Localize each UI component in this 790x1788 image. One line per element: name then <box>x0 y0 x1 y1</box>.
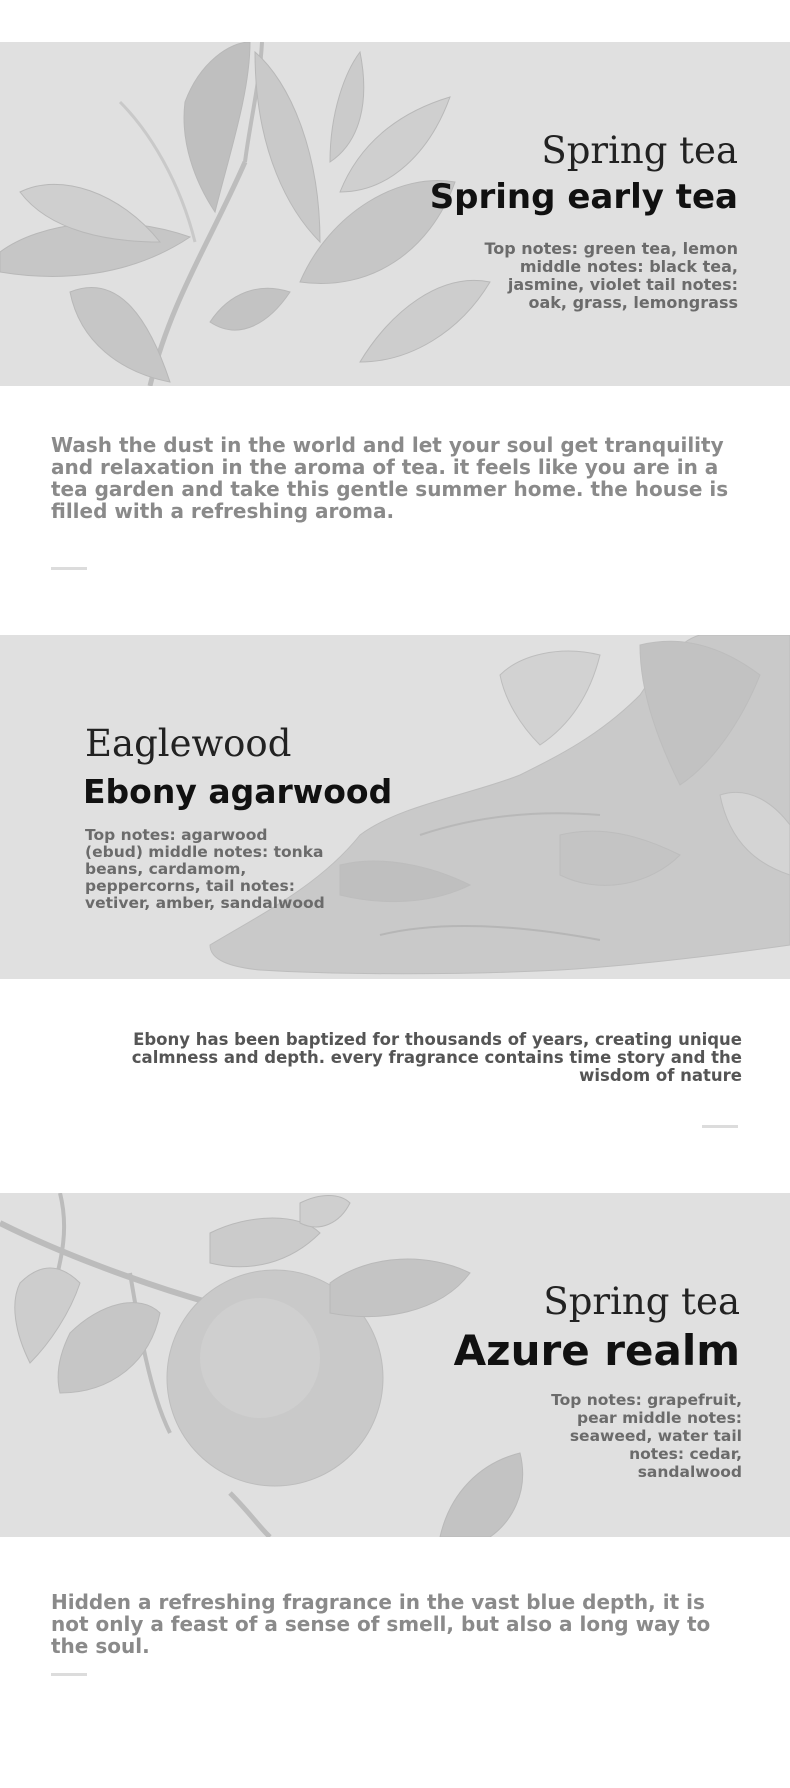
product-description: Ebony has been baptized for thousands of years, creating unique calmness and depth. every fragrance contains time story and the wisdom of nature <box>131 1030 742 1085</box>
product-name: Azure realm <box>453 1326 740 1375</box>
product-name: Ebony agarwood <box>83 772 393 811</box>
azure-realm-banner <box>0 1193 790 1537</box>
product-description: Wash the dust in the world and let your soul get tranquility and relaxation in the aroma of tea. it feels like you are in a tea garden and take this gentle summer home. the house is filled with a refreshing aroma. <box>51 433 729 523</box>
fragrance-notes: Top notes: grapefruit, pear middle notes: seaweed, water tail notes: cedar, sandalwood <box>551 1391 742 1481</box>
fragrance-notes: Top notes: green tea, lemon middle notes: black tea, jasmine, violet tail notes: oak, grass, lemongrass <box>484 239 738 312</box>
spring-early-tea-banner <box>0 42 790 386</box>
ebony-agarwood-banner <box>0 635 790 979</box>
divider <box>51 567 87 570</box>
divider <box>702 1125 738 1128</box>
category-title: Spring tea <box>541 129 738 172</box>
divider <box>51 1673 87 1676</box>
category-title: Spring tea <box>543 1280 740 1323</box>
fragrance-notes: Top notes: agarwood (ebud) middle notes: tonka beans, cardamom, peppercorns, tail notes: vetiver, amber, sandalwood <box>85 826 325 912</box>
product-description: Hidden a refreshing fragrance in the vast blue depth, it is not only a feast of a sense of smell, but also a long way to the soul. <box>51 1590 711 1658</box>
product-name: Spring early tea <box>429 177 738 217</box>
category-title: Eaglewood <box>85 722 292 765</box>
